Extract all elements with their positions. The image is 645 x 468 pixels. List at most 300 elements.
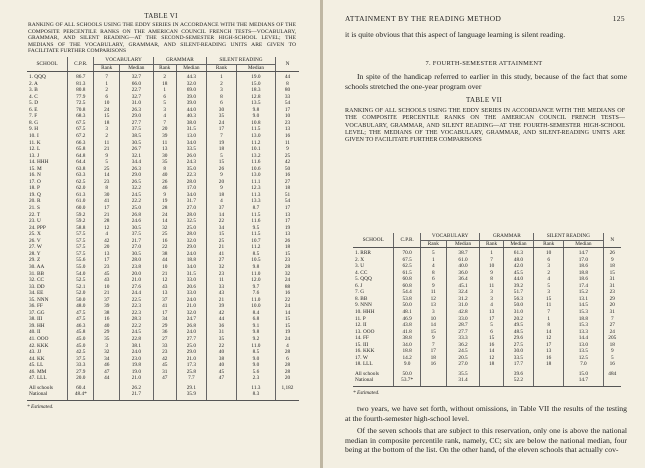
value-cell: 11: [94, 140, 120, 147]
value-cell: 19.0: [120, 369, 154, 376]
value-cell: 31: [153, 369, 176, 376]
value-cell: 3: [207, 87, 237, 94]
value-cell: 13.3: [564, 329, 603, 336]
school-cell: 5. D: [29, 100, 39, 107]
value-cell: 33.0: [176, 290, 206, 297]
value-cell: 38.0: [176, 120, 206, 127]
value-cell: 5: [420, 248, 446, 257]
value-cell: 6: [480, 329, 503, 336]
value-cell: 10.1: [236, 146, 275, 153]
value-cell: 35: [207, 113, 237, 120]
value-cell: 29.0: [120, 172, 154, 179]
value-cell: [420, 377, 446, 386]
value-cell: 18: [534, 361, 564, 368]
value-cell: 42.0: [503, 263, 533, 270]
value-cell: 17.0: [176, 185, 206, 192]
table-row: [353, 248, 621, 257]
school-cell: 20. R: [29, 198, 41, 205]
value-cell: 81.3: [68, 81, 94, 88]
value-cell: 38: [153, 251, 176, 258]
value-cell: 50.0: [503, 302, 533, 309]
value-cell: 4: [275, 343, 299, 350]
value-cell: 23: [603, 289, 621, 296]
school-cell: 1. QQQ: [29, 74, 46, 81]
value-cell: 80: [275, 87, 299, 94]
value-cell: 22.3: [120, 310, 154, 317]
value-cell: 23: [207, 271, 237, 278]
value-cell: 4: [534, 276, 564, 283]
value-cell: 10: [420, 316, 446, 323]
value-cell: 67.2: [68, 133, 94, 140]
value-cell: 28: [275, 264, 299, 271]
value-cell: 33.3: [446, 335, 480, 342]
value-cell: 34.0: [176, 192, 206, 199]
value-cell: 9: [603, 257, 621, 264]
value-cell: 6: [207, 100, 237, 107]
value-cell: 17: [94, 205, 120, 212]
value-cell: 62.5: [394, 263, 420, 270]
value-cell: 38.1: [120, 343, 154, 350]
col-school: SCHOOL: [27, 57, 68, 72]
school-cell: 9. NNN: [355, 302, 372, 309]
value-cell: 2: [153, 72, 176, 81]
value-cell: 39: [153, 133, 176, 140]
value-cell: 34: [94, 356, 120, 363]
value-cell: 40: [207, 362, 237, 369]
value-cell: 41: [153, 303, 176, 310]
col-n: N: [603, 233, 621, 248]
value-cell: 21.0: [120, 277, 154, 284]
col-vocabulary: VOCABULARY: [420, 233, 480, 240]
value-cell: 30.5: [120, 251, 154, 258]
value-cell: 30: [207, 107, 237, 114]
value-cell: 2: [94, 87, 120, 94]
value-cell: 40: [153, 172, 176, 179]
value-cell: 32: [153, 225, 176, 232]
value-cell: 46: [153, 185, 176, 192]
value-cell: 27.0: [176, 205, 206, 212]
value-cell: 21: [94, 212, 120, 219]
value-cell: 26.3: [120, 107, 154, 114]
value-cell: 31: [603, 283, 621, 290]
value-cell: 14.7: [564, 248, 603, 257]
value-cell: 17: [480, 316, 503, 323]
value-cell: 64.8: [68, 153, 94, 160]
value-cell: 37.5: [120, 126, 154, 133]
value-cell: 14.5: [564, 302, 603, 309]
value-cell: 16: [275, 290, 299, 297]
value-cell: 36: [207, 323, 237, 330]
school-cell: 34. EE: [29, 290, 44, 297]
value-cell: 40: [94, 323, 120, 330]
value-cell: 44: [153, 257, 176, 264]
col-median: Median: [446, 240, 480, 248]
school-cell: 6. J: [355, 282, 363, 289]
section-text: In spite of the handicap referred to earlier in this study, because of the fact that some schools stretched the one-year program over: [345, 72, 627, 91]
value-cell: 19: [275, 225, 299, 232]
value-cell: 9: [480, 270, 503, 277]
value-cell: 6: [94, 94, 120, 101]
value-cell: 11.1: [236, 179, 275, 186]
value-cell: 9.8: [236, 264, 275, 271]
value-cell: 69.0: [176, 87, 206, 94]
value-cell: 24: [153, 212, 176, 219]
value-cell: 50.0: [394, 368, 420, 378]
value-cell: 16: [603, 361, 621, 368]
value-cell: 9.8: [236, 329, 275, 336]
value-cell: 15.0: [236, 81, 275, 88]
col-cpr: C.P.R.: [394, 233, 420, 248]
value-cell: 44: [94, 375, 120, 382]
table-vi: [27, 57, 299, 401]
value-cell: 24: [603, 329, 621, 336]
value-cell: 24.0: [176, 297, 206, 304]
value-cell: 3: [153, 107, 176, 114]
value-cell: 39.6: [503, 368, 533, 378]
school-cell: 12. II: [355, 322, 367, 329]
value-cell: 27: [153, 336, 176, 343]
value-cell: 12: [420, 296, 446, 303]
value-cell: 12.0: [236, 277, 275, 284]
value-cell: 29.0: [176, 244, 206, 251]
value-cell: 53.8: [394, 296, 420, 303]
value-cell: [480, 368, 503, 378]
value-cell: 13: [420, 302, 446, 309]
value-cell: 67.5: [68, 126, 94, 133]
table-vii-caption: RANKING OF ALL SCHOOLS USING THE EDDY SERIES IN ACCORDANCE WITH THE MEDIANS OF THE COMPOSITE PERCENTILE RANKS ON THE AMERICAN COUNCIL FRENCH TESTS—VOCABULARY, GRAMMAR, AND SILENT READING—AT THE FOURTH-SEMESTER HIGH-SCHOOL LEVEL; THE MEDIANS OF THE VOCABULARY, GRAMMAR, AND SILENT-READING UNITS ARE GIVEN TO FACILITATE FURTHER COMPARISONS: [345, 108, 625, 144]
value-cell: 67.5: [394, 257, 420, 264]
value-cell: 11.6: [236, 218, 275, 225]
value-cell: 2: [534, 270, 564, 277]
value-cell: 15.3: [564, 322, 603, 329]
value-cell: 7: [534, 309, 564, 316]
value-cell: 28.0: [176, 231, 206, 238]
value-cell: 10: [94, 100, 120, 107]
value-cell: 10: [94, 284, 120, 291]
value-cell: 60.4: [68, 382, 94, 392]
value-cell: 8.4: [236, 310, 275, 317]
value-cell: 10: [153, 264, 176, 271]
col-vocabulary: VOCABULARY: [94, 57, 153, 64]
school-cell: 10. HHH: [355, 309, 375, 316]
school-cell: 14. HHH: [29, 159, 49, 166]
school-cell: 3. B: [29, 87, 38, 94]
value-cell: 24: [275, 277, 299, 284]
value-cell: 47: [153, 375, 176, 382]
value-cell: 22.5: [120, 297, 154, 304]
value-cell: [603, 377, 621, 386]
value-cell: 57.5: [68, 231, 94, 238]
value-cell: 63.8: [68, 166, 94, 173]
value-cell: 52.2: [503, 377, 533, 386]
value-cell: 7.7: [176, 375, 206, 382]
value-cell: 26.2: [120, 382, 154, 392]
school-cell: 33. DD: [29, 283, 45, 290]
value-cell: 86.7: [68, 72, 94, 81]
value-cell: 32: [275, 271, 299, 278]
school-cell: 18. LLL: [355, 361, 373, 368]
value-cell: 54: [275, 198, 299, 205]
value-cell: 24.5: [446, 348, 480, 355]
value-cell: 33: [153, 343, 176, 350]
value-cell: 44: [207, 316, 237, 323]
value-cell: 33.3: [68, 362, 94, 369]
school-cell: 16. KKK: [355, 348, 375, 355]
value-cell: 24.6: [120, 218, 154, 225]
value-cell: 39: [207, 303, 237, 310]
value-cell: 59.2: [68, 218, 94, 225]
value-cell: 26.7: [120, 146, 154, 153]
table-row: [27, 391, 299, 400]
value-cell: 45.5: [503, 270, 533, 277]
value-cell: 7: [153, 120, 176, 127]
value-cell: 47: [94, 369, 120, 376]
value-cell: 70.0: [394, 248, 420, 257]
table-row: [353, 368, 621, 378]
value-cell: 28.0: [120, 257, 154, 264]
value-cell: 61.0: [68, 198, 94, 205]
value-cell: 61.5: [394, 270, 420, 277]
value-cell: 9: [153, 192, 176, 199]
value-cell: 45: [94, 271, 120, 278]
value-cell: 48.4*: [68, 391, 94, 400]
value-cell: 11: [534, 302, 564, 309]
value-cell: 31.5: [176, 271, 206, 278]
value-cell: 10.0: [236, 303, 275, 310]
col-rank: Rank: [534, 240, 564, 248]
table-vi-caption: RANKING OF ALL SCHOOLS USING THE EDDY SERIES IN ACCORDANCE WITH THE MEDIANS OF THE COMPOSITE PERCENTILE RANKS ON THE AMERICAN COUNCIL FRENCH TESTS—VOCABULARY, GRAMMAR, AND SILENT READING—AT THE SECOND-SEMESTER HIGH-SCHOOL LEVEL; THE MEDIANS OF THE VOCABULARY, GRAMMAR, AND SILENT-READING UNITS ARE GIVEN TO FACILITATE FURTHER COMPARISONS: [28, 22, 296, 55]
value-cell: 57.5: [68, 238, 94, 245]
value-cell: 11.5: [236, 126, 275, 133]
value-cell: 24.5: [120, 329, 154, 336]
value-cell: 11.2: [236, 140, 275, 147]
value-cell: 39.0: [176, 100, 206, 107]
value-cell: 33.0: [446, 316, 480, 323]
value-cell: 24: [207, 120, 237, 127]
school-cell: 47. LLL: [29, 375, 47, 382]
value-cell: 18.6: [564, 263, 603, 270]
value-cell: 40.0: [446, 263, 480, 270]
value-cell: [153, 382, 176, 392]
value-cell: 27: [275, 179, 299, 186]
value-cell: 25.0: [176, 343, 206, 350]
value-cell: 18: [480, 361, 503, 368]
value-cell: 8: [420, 270, 446, 277]
value-cell: 15.3: [564, 309, 603, 316]
value-cell: 9.0: [236, 362, 275, 369]
value-cell: 47.5: [68, 316, 94, 323]
value-cell: 18: [94, 120, 120, 127]
col-school: SCHOOL: [353, 233, 394, 248]
value-cell: 26.0: [176, 153, 206, 160]
value-cell: 205: [603, 335, 621, 342]
value-cell: [153, 391, 176, 400]
value-cell: 37: [207, 205, 237, 212]
value-cell: 31.4: [446, 377, 480, 386]
value-cell: 13.2: [236, 153, 275, 160]
value-cell: 63.3: [68, 172, 94, 179]
school-cell: All schools: [355, 370, 379, 377]
value-cell: 52.0: [68, 290, 94, 297]
value-cell: 22.8: [120, 336, 154, 343]
closing-paragraph-1: two years, we have set forth, without omissions, in Table VII the results of the testing at the fourth-semester high-school level.: [345, 404, 627, 423]
value-cell: 16: [275, 133, 299, 140]
value-cell: 52.5: [68, 277, 94, 284]
table-vii: [353, 233, 621, 387]
value-cell: 88: [275, 284, 299, 291]
value-cell: 8: [275, 81, 299, 88]
value-cell: 16: [275, 172, 299, 179]
value-cell: 18: [603, 263, 621, 270]
value-cell: [207, 382, 237, 392]
value-cell: 3: [534, 289, 564, 296]
value-cell: 14: [94, 172, 120, 179]
value-cell: 8: [207, 94, 237, 101]
value-cell: 15: [420, 329, 446, 336]
value-cell: 9: [275, 146, 299, 153]
col-median: Median: [503, 240, 533, 248]
table-vi-footnote: * Estimated.: [27, 404, 54, 410]
value-cell: 11.5: [236, 212, 275, 219]
value-cell: 45.0: [68, 343, 94, 350]
school-cell: 46. MM: [29, 368, 47, 375]
value-cell: 11.3: [236, 192, 275, 199]
value-cell: 77.9: [68, 94, 94, 101]
value-cell: 48.0: [68, 303, 94, 310]
school-cell: 38. III: [29, 316, 43, 323]
value-cell: 27.6: [120, 284, 154, 291]
value-cell: 9.0: [236, 113, 275, 120]
value-cell: 15: [480, 335, 503, 342]
value-cell: 11.2: [236, 244, 275, 251]
value-cell: 22.2: [120, 323, 154, 330]
value-cell: 44.0: [503, 276, 533, 283]
value-cell: 23.0: [120, 356, 154, 363]
value-cell: 18.8: [564, 316, 603, 323]
value-cell: 11.5: [236, 231, 275, 238]
value-cell: 27.7: [120, 120, 154, 127]
value-cell: 12: [94, 225, 120, 232]
value-cell: 13: [480, 309, 503, 316]
value-cell: 13.1: [564, 296, 603, 303]
value-cell: 55.6: [68, 257, 94, 264]
col-grammar: GRAMMAR: [153, 57, 206, 64]
value-cell: 31: [207, 329, 237, 336]
value-cell: 15: [275, 323, 299, 330]
value-cell: 48.0: [503, 257, 533, 264]
value-cell: 18.8: [176, 257, 206, 264]
value-cell: 45.8: [68, 329, 94, 336]
value-cell: 17.4: [564, 283, 603, 290]
value-cell: 7: [603, 316, 621, 323]
value-cell: 35.9: [176, 391, 206, 400]
value-cell: 13: [534, 348, 564, 355]
value-cell: 1: [207, 72, 237, 81]
value-cell: 24.3: [176, 159, 206, 166]
value-cell: 9.7: [236, 284, 275, 291]
value-cell: 29: [94, 329, 120, 336]
school-cell: 21. S: [29, 205, 40, 212]
value-cell: 45.1: [446, 283, 480, 290]
running-head: [345, 14, 625, 23]
value-cell: 17: [207, 126, 237, 133]
value-cell: 13: [275, 126, 299, 133]
value-cell: 41: [94, 198, 120, 205]
value-cell: 42.8: [446, 309, 480, 316]
value-cell: 57.5: [68, 244, 94, 251]
value-cell: 58.8: [68, 225, 94, 232]
value-cell: 4: [480, 302, 503, 309]
school-cell: 2. A: [29, 80, 38, 87]
school-cell: 11. P: [355, 315, 366, 322]
value-cell: [94, 391, 120, 400]
value-cell: 11: [275, 140, 299, 147]
value-cell: 17.7: [503, 361, 533, 368]
value-cell: 11: [420, 289, 446, 296]
value-cell: 14: [207, 212, 237, 219]
school-cell: 45. LL: [29, 362, 44, 369]
value-cell: 36.2: [446, 342, 480, 349]
value-cell: 26.3: [120, 166, 154, 173]
value-cell: 29.0: [176, 349, 206, 356]
value-cell: 3: [480, 289, 503, 296]
value-cell: 11.6: [236, 159, 275, 166]
value-cell: 32.0: [176, 81, 206, 88]
value-cell: 34: [153, 316, 176, 323]
col-rank: Rank: [153, 64, 176, 72]
value-cell: 42.5: [68, 349, 94, 356]
table-vii-body: [353, 248, 621, 387]
value-cell: 34: [207, 225, 237, 232]
value-cell: 11: [153, 140, 176, 147]
value-cell: 18: [275, 244, 299, 251]
value-cell: 66.0: [120, 81, 154, 88]
value-cell: 53.7*: [394, 377, 420, 386]
value-cell: 31.0: [120, 100, 154, 107]
value-cell: 5: [534, 283, 564, 290]
value-cell: 10: [275, 113, 299, 120]
value-cell: 18.3: [236, 87, 275, 94]
col-rank: Rank: [420, 240, 446, 248]
school-cell: 18. P: [29, 185, 40, 192]
value-cell: 17: [534, 342, 564, 349]
value-cell: 21: [94, 290, 120, 297]
value-cell: 9: [207, 185, 237, 192]
value-cell: 13.0: [176, 133, 206, 140]
value-cell: 57.5: [68, 251, 94, 258]
value-cell: 21: [94, 146, 120, 153]
value-cell: 38.7: [446, 248, 480, 257]
value-cell: 21.7: [120, 238, 154, 245]
value-cell: 7: [420, 342, 446, 349]
value-cell: 50.0: [394, 302, 420, 309]
value-cell: 14: [480, 348, 503, 355]
value-cell: 33: [275, 94, 299, 101]
value-cell: [420, 368, 446, 378]
value-cell: 1: [94, 81, 120, 88]
value-cell: 26.8: [176, 323, 206, 330]
school-cell: 3. U: [355, 263, 365, 270]
value-cell: 1: [480, 248, 503, 257]
value-cell: 47: [207, 375, 237, 382]
value-cell: 33.5: [176, 146, 206, 153]
school-cell: 28. Y: [29, 250, 41, 257]
col-rank: Rank: [480, 240, 503, 248]
value-cell: [94, 382, 120, 392]
value-cell: 30.0: [503, 348, 533, 355]
value-cell: 33.0: [176, 277, 206, 284]
value-cell: 7.6: [236, 290, 275, 297]
